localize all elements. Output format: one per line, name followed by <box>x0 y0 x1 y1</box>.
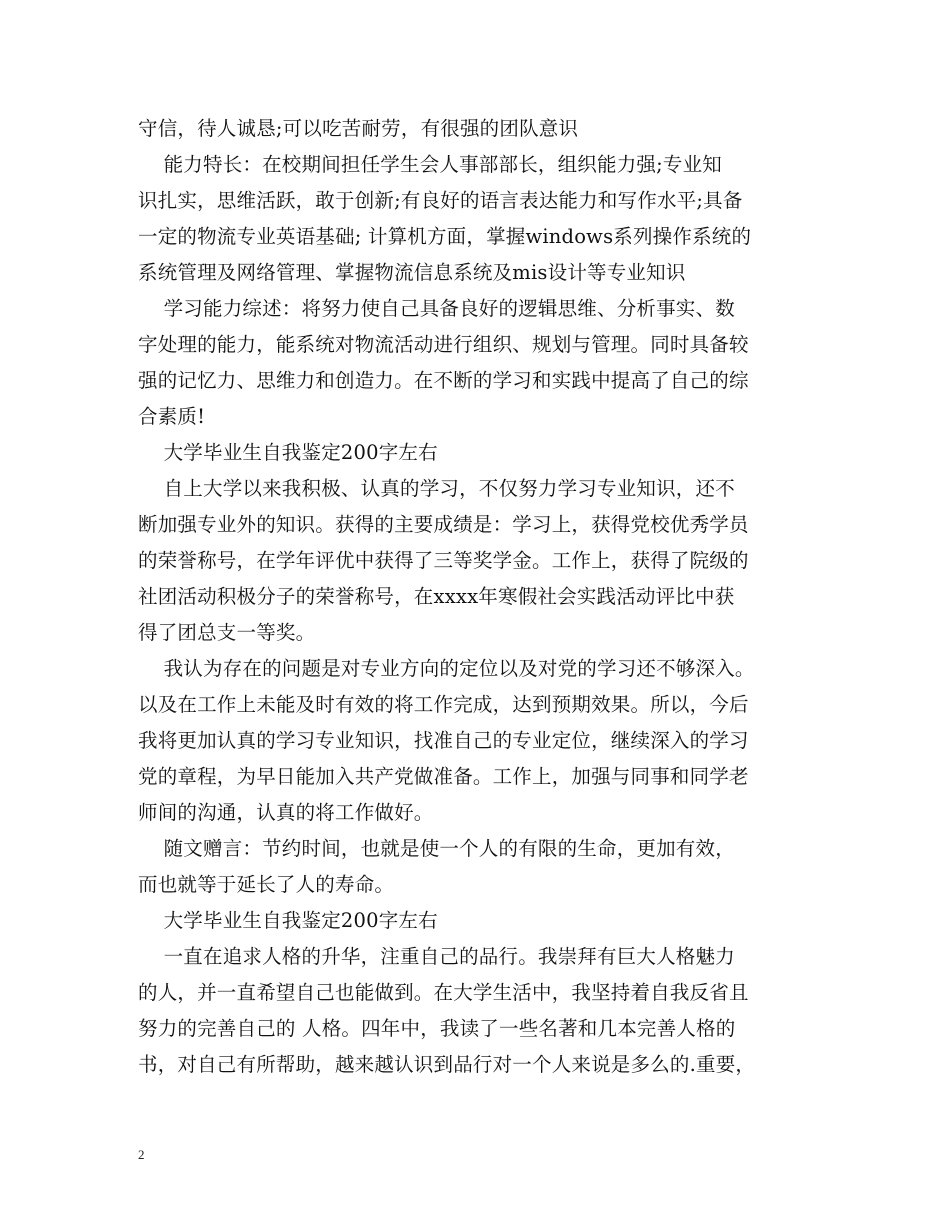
section-heading: 大学毕业生自我鉴定200字左右 <box>138 909 438 932</box>
text-line: 以及在工作上未能及时有效的将工作完成，达到预期效果。所以，今后 <box>138 693 749 716</box>
page-number: 2 <box>138 1147 145 1162</box>
text-line: 一定的物流专业英语基础; 计算机方面，掌握windows系列操作系统的 <box>138 225 752 248</box>
text-line: 的人，并一直希望自己也能做到。在大学生活中，我坚持着自我反省且 <box>138 981 749 1004</box>
text-line: 而也就等于延长了人的寿命。 <box>138 873 395 896</box>
text-line: 我认为存在的问题是对专业方向的定位以及对党的学习还不够深入。 <box>138 657 755 680</box>
text-line: 党的章程，为早日能加入共产党做准备。工作上，加强与同事和同学老 <box>138 765 749 788</box>
text-line: 随文赠言：节约时间，也就是使一个人的有限的生命，更加有效， <box>138 837 735 860</box>
text-line: 学习能力综述：将努力使自己具备良好的逻辑思维、分析事实、数 <box>138 297 735 320</box>
text-line: 系统管理及网络管理、掌握物流信息系统及mis设计等专业知识 <box>138 261 686 284</box>
text-line: 断加强专业外的知识。获得的主要成绩是：学习上，获得党校优秀学员 <box>138 513 749 536</box>
text-line: 我将更加认真的学习专业知识，找准自己的专业定位，继续深入的学习 <box>138 729 749 752</box>
text-line: 自上大学以来我积极、认真的学习，不仅努力学习专业知识，还不 <box>138 477 735 500</box>
text-line: 合素质! <box>138 405 206 428</box>
text-line: 得了团总支一等奖。 <box>138 621 316 644</box>
text-line: 字处理的能力，能系统对物流活动进行组织、规划与管理。同时具备较 <box>138 333 749 356</box>
text-line: 师间的沟通，认真的将工作做好。 <box>138 801 434 824</box>
text-line: 强的记忆力、思维力和创造力。在不断的学习和实践中提高了自己的综 <box>138 369 749 392</box>
text-line: 书，对自己有所帮助，越来越认识到品行对一个人来说是多么的.重要， <box>138 1053 756 1076</box>
text-line: 的荣誉称号，在学年评优中获得了三等奖学金。工作上，获得了院级的 <box>138 549 749 572</box>
text-line: 社团活动积极分子的荣誉称号，在xxxx年寒假社会实践活动评比中获 <box>138 585 735 608</box>
text-line: 努力的完善自己的 人格。四年中，我读了一些名著和几本完善人格的 <box>138 1017 736 1040</box>
text-line: 守信，待人诚恳;可以吃苦耐劳，有很强的团队意识 <box>138 117 579 140</box>
text-line: 识扎实，思维活跃，敢于创新;有良好的语言表达能力和写作水平;具备 <box>138 189 743 212</box>
text-line: 能力特长：在校期间担任学生会人事部部长，组织能力强;专业知 <box>138 153 722 176</box>
section-heading: 大学毕业生自我鉴定200字左右 <box>138 441 438 464</box>
text-line: 一直在追求人格的升华，注重自己的品行。我崇拜有巨大人格魅力 <box>138 945 735 968</box>
